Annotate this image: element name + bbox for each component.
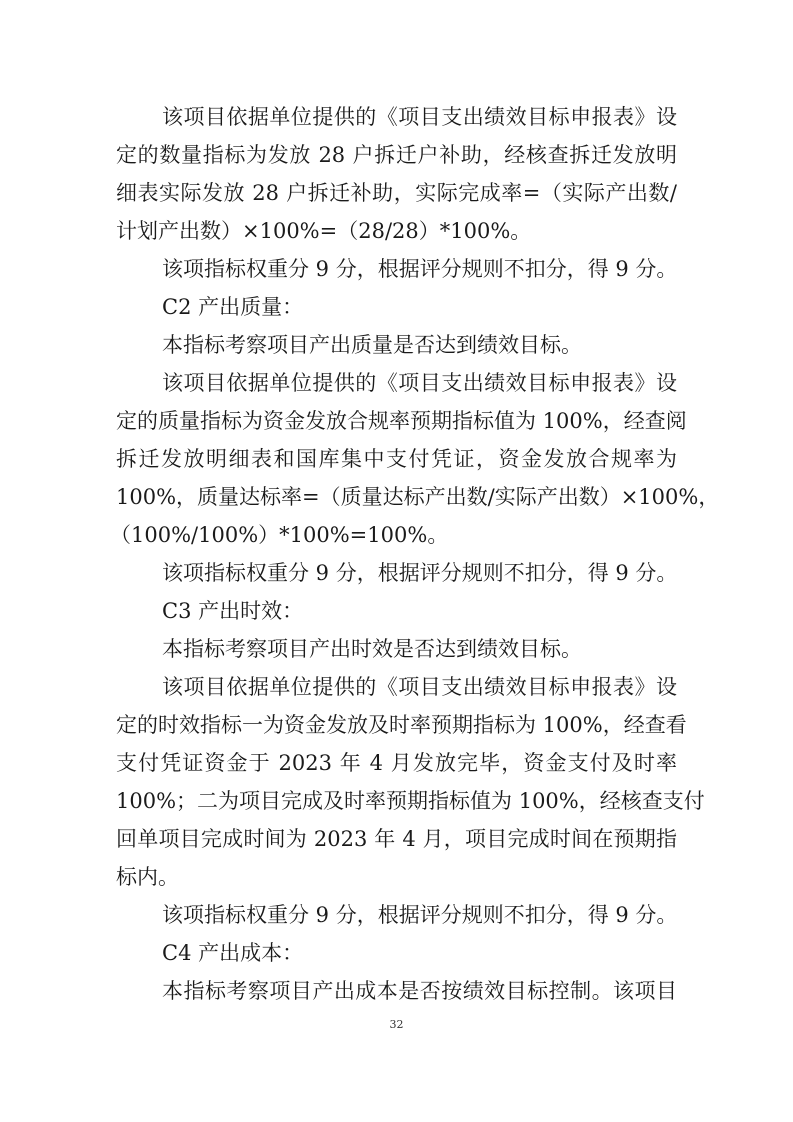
text-line: C3 产出时效： — [162, 599, 304, 623]
paragraph-line — [0, 516, 793, 554]
text-line: 本指标考察项目产出质量是否达到绩效目标。 — [162, 333, 582, 357]
text-line: 细表实际发放 28 户拆迁补助，实际完成率=（实际产出数/ — [116, 181, 677, 205]
text-line: 该项指标权重分 9 分，根据评分规则不扣分，得 9 分。 — [162, 903, 678, 927]
paragraph-line — [0, 212, 793, 250]
section-heading — [0, 592, 793, 630]
section-heading — [0, 288, 793, 326]
text-line: 本指标考察项目产出时效是否达到绩效目标。 — [162, 637, 582, 661]
text-line: 该项目依据单位提供的《项目支出绩效目标申报表》设 — [162, 675, 677, 699]
paragraph-line — [0, 478, 793, 516]
text-line: 该项目依据单位提供的《项目支出绩效目标申报表》设 — [162, 371, 677, 395]
text-line: 拆迁发放明细表和国库集中支付凭证，资金发放合规率为 — [116, 447, 677, 471]
paragraph-line — [0, 364, 793, 402]
section-heading — [0, 934, 793, 972]
paragraph-line — [0, 972, 793, 1010]
text-line: 定的数量指标为发放 28 户拆迁户补助，经核查拆迁发放明 — [116, 143, 677, 167]
paragraph-line — [0, 782, 793, 820]
page-number: 32 — [389, 1018, 404, 1031]
text-line: 计划产出数）×100%=（28/28）*100%。 — [116, 219, 532, 243]
text-line: 标内。 — [116, 865, 179, 889]
paragraph-line — [0, 896, 793, 934]
paragraph-line — [0, 706, 793, 744]
paragraph-line — [0, 744, 793, 782]
paragraph-line — [0, 250, 793, 288]
text-line: 回单项目完成时间为 2023 年 4 月，项目完成时间在预期指 — [116, 827, 677, 851]
text-line: 100%；二为项目完成及时率预期指标值为 100%，经核查支付 — [116, 789, 705, 813]
text-line: C4 产出成本： — [162, 941, 304, 965]
paragraph-line — [0, 136, 793, 174]
text-line: 定的质量指标为资金发放合规率预期指标值为 100%，经查阅 — [116, 409, 687, 433]
paragraph-line — [0, 98, 793, 136]
text-line: 该项指标权重分 9 分，根据评分规则不扣分，得 9 分。 — [162, 257, 678, 281]
paragraph-line — [0, 668, 793, 706]
text-line: 100%，质量达标率=（质量达标产出数/实际产出数）×100%， — [116, 485, 720, 509]
paragraph-line — [0, 326, 793, 364]
paragraph-line — [0, 630, 793, 668]
paragraph-line — [0, 402, 793, 440]
text-line: C2 产出质量： — [162, 295, 304, 319]
text-line: 该项目依据单位提供的《项目支出绩效目标申报表》设 — [162, 105, 677, 129]
text-line: 支付凭证资金于 2023 年 4 月发放完毕，资金支付及时率 — [116, 751, 677, 775]
paragraph-line — [0, 554, 793, 592]
text-line: （100%/100%）*100%=100%。 — [110, 523, 449, 547]
text-line: 本指标考察项目产出成本是否按绩效目标控制。该项目 — [162, 979, 677, 1003]
text-line: 该项指标权重分 9 分，根据评分规则不扣分，得 9 分。 — [162, 561, 678, 585]
paragraph-line — [0, 858, 793, 896]
paragraph-line — [0, 820, 793, 858]
text-line: 定的时效指标一为资金发放及时率预期指标为 100%，经查看 — [116, 713, 687, 737]
paragraph-line — [0, 440, 793, 478]
paragraph-line — [0, 174, 793, 212]
